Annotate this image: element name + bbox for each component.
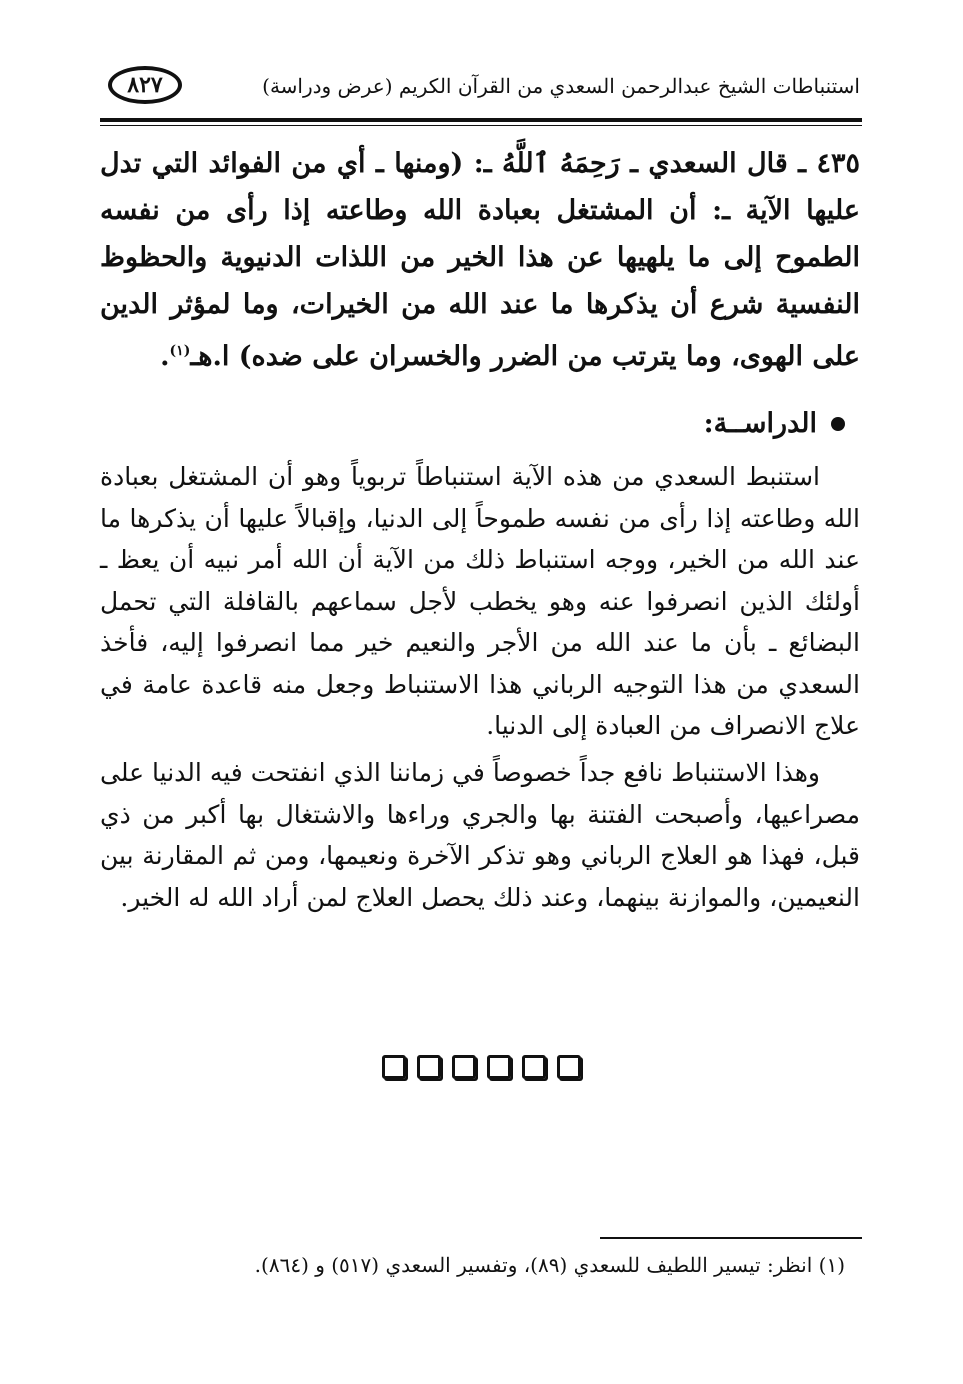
square-box-icon [557,1055,581,1079]
section-separator [0,1055,963,1079]
square-box-icon [522,1055,546,1079]
square-box-icon [417,1055,441,1079]
study-paragraph-2: وهذا الاستنباط نافع جداً خصوصاً في زماننا الذي انفتحت فيه الدنيا على مصراعيها، وأصبحت الفتنة بها والجري وراءها والاشتغال بها أكبر من ذي قبل، فهذا هو العلاج الرباني وهو تذكر الآخرة ونعيمها، ومن ثم المقارنة بين النعيمين، والموازنة بينهما، وعند ذلك يحصل العلاج لمن أراد الله له الخير. [100,758,860,912]
square-box-icon [452,1055,476,1079]
bullet-icon [831,417,845,431]
quote-end: . [160,341,170,372]
header-rule [100,118,862,122]
study-paragraph-1: استنبط السعدي من هذه الآية استنباطاً تربوياً وهو أن المشتغل بعبادة الله وطاعته إذا رأى من نفسه طموحاً إلى الدنيا، وإقبالاً عليها أن يذكرها ما عند الله من الخير، ووجه استنباط ذلك من الآية أن الله أمر نبيه أن يعظ ـ أولئك الذين انصرفوا عنه وهو يخطب لأجل سماعهم بالقافلة التي تحمل البضائع ـ بأن ما عند الله من الأجر والنعيم خير مما انصرفوا إليه، فأخذ السعدي من هذا التوجيه الرباني هذا الاستنباط وجعل منه قاعدة عامة في علاج الانصراف من العبادة إلى الدنيا. [100,462,860,740]
header-rule-thin [100,125,862,126]
page-number: ٨٢٧ [108,66,182,104]
quote-text: ٤٣٥ ـ قال السعدي ـ رَحِمَهُ ٱللَّهُ ـ: (ومنها ـ أي من الفوائد التي تدل عليها الآية ـ: أن المشتغل بعبادة الله وطاعته إذا رأى من نفسه الطموح إلى ما يلهيها عن هذا الخير من اللذات الدنيوية والحظوظ النفسية شرع أن يذكرها ما عند الله من الخيرات، وما لمؤثر الدين على الهوى، وما يترتب من الضرر والخسران على ضده) ا.هـ [100,148,860,372]
running-header [100,60,860,110]
header-title: استنباطات الشيخ عبدالرحمن السعدي من القرآن الكريم (عرض ودراسة) [262,74,860,98]
footnote-reference[interactable]: (١) [169,343,191,359]
section-heading [704,408,845,439]
footnote: (١) انظر: تيسير اللطيف للسعدي (٨٩)، وتفسير السعدي (٥١٧) و (٨٦٤). [254,1253,845,1277]
square-box-icon [487,1055,511,1079]
quote-paragraph [100,140,860,380]
square-box-icon [382,1055,406,1079]
section-heading-label: الدراســة: [703,408,817,439]
footnote-rule [600,1237,862,1239]
